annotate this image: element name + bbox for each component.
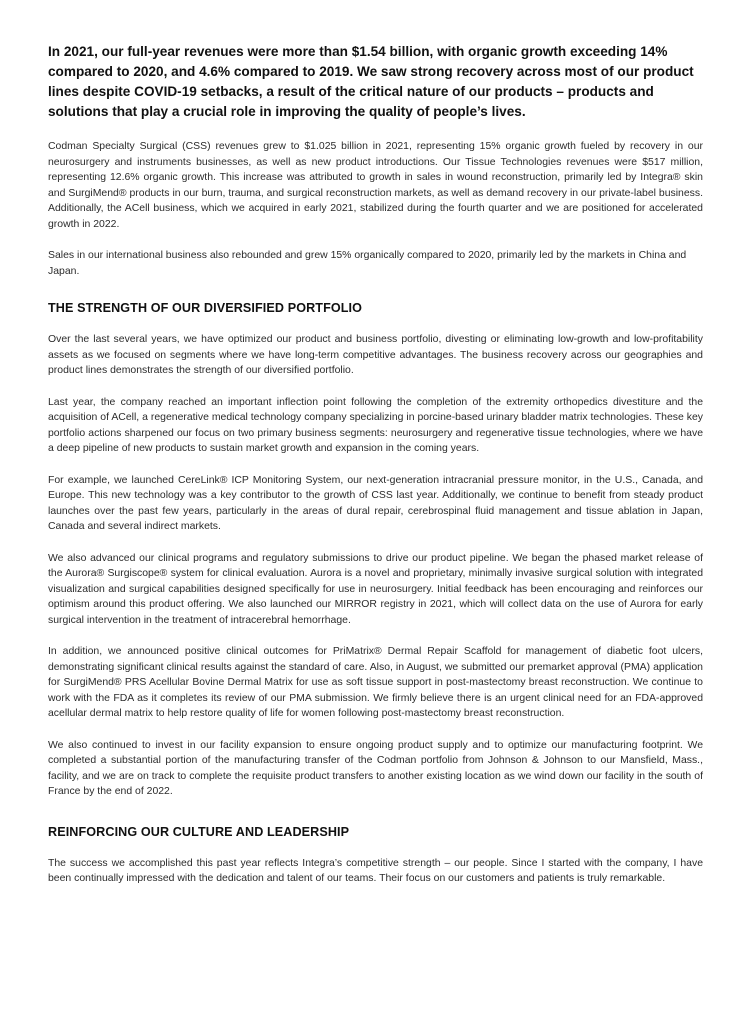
portfolio-paragraph-2: Last year, the company reached an important inflection point following the completion of the extremity orthopedics divestiture and the acquisition of ACell, a regenerative medical technology company specializing in porcine-based urinary bladder matrix technologies. These key portfolio actions sharpened our focus on two primary business segments: neurosurgery and regenerative tissue technologies, where we have a deep pipeline of new products to sustain market growth and expansion in the coming years.: [48, 396, 703, 454]
portfolio-paragraph-1: Over the last several years, we have optimized our product and business portfolio, divesting or eliminating low-growth and low-profitability assets as we focused on segments where we have long-term competitive advantages. The business recovery across our geographies and product lines demonstrates the strength of our diversified portfolio.: [48, 334, 703, 376]
international-paragraph: Sales in our international business also rebounded and grew 15% organically compared to 2020, primarily led by the markets in China and Japan.: [48, 250, 687, 277]
document-page: [48, 42, 703, 903]
portfolio-paragraph-3: For example, we launched CereLink® ICP Monitoring System, our next-generation intracranial pressure monitor, in the U.S., Canada, and Europe. This new technology was a key contributor to the growth of CSS last year. Additionally, we continue to benefit from steady product launches over the past few years, particularly in the areas of dural repair, cerebrospinal fluid management and tissue ablation in Japan, Canada and several indirect markets.: [48, 474, 703, 532]
portfolio-paragraph-5: In addition, we announced positive clinical outcomes for PriMatrix® Dermal Repair Scaffold for management of diabetic foot ulcers, demonstrating significant clinical results against the standard of care. Also, in August, we submitted our premarket approval (PMA) application for SurgiMend® PRS Acellular Bovine Dermal Matrix for use as soft tissue support in post-mastectomy breast reconstruction. We continue to work with the FDA as it completes its review of our PMA submission. We firmly believe there is an urgent clinical need for an FDA-approved acellular dermal matrix to help restore quality of life for women following post-mastectomy breast reconstruction.: [48, 646, 703, 719]
section-heading-culture: REINFORCING OUR CULTURE AND LEADERSHIP: [48, 824, 350, 839]
portfolio-paragraph-6: We also continued to invest in our facility expansion to ensure ongoing product supply and to optimize our manufacturing footprint. We completed a substantial portion of the manufacturing transfer of the Codman portfolio from Johnson & Johnson to our Mansfield, Mass., facility, and we are on track to complete the requisite product transfers to another existing location as we wind down our facility in the south of France by the end of 2022.: [48, 739, 703, 797]
css-revenue-paragraph: Codman Specialty Surgical (CSS) revenues grew to $1.025 billion in 2021, representing 15% organic growth fueled by recovery in our neurosurgery and instruments businesses, as well as new product introductions. Our Tissue Technologies revenues were $517 million, representing 12.6% organic growth. This increase was attributed to growth in sales in wound reconstruction, primarily led by Integra® skin and SurgiMend® products in our burn, trauma, and surgical reconstruction markets, as well as demand recovery in our private-label business. Additionally, the ACell business, which we acquired in early 2021, stabilized during the fourth quarter and we are positioned for accelerated growth in 2022.: [48, 141, 703, 230]
culture-paragraph-1: The success we accomplished this past year reflects Integra’s competitive strength – our people. Since I started with the company, I have been continually impressed with the dedication and talent of our teams. Their focus on our customers and patients is truly remarkable.: [48, 857, 703, 884]
portfolio-paragraph-4: We also advanced our clinical programs and regulatory submissions to drive our product pipeline. We began the phased market release of the Aurora® Surgiscope® system for clinical evaluation. Aurora is a novel and proprietary, minimally invasive surgical solution with integrated visualization and surgical capabilities designed specifically for use in neurosurgery. Initial feedback has been encouraging and reinforces our optimism around this product offering. We also launched our MIRROR registry in 2021, which will collect data on the use of Aurora for early surgical intervention in the treatment of intracerebral hemorrhage.: [48, 552, 703, 626]
section-heading-portfolio: THE STRENGTH OF OUR DIVERSIFIED PORTFOLIO: [48, 301, 363, 315]
lead-paragraph: In 2021, our full-year revenues were more than $1.54 billion, with organic growth exceeding 14% compared to 2020, and 4.6% compared to 2019. We saw strong recovery across most of our product lines despite COVID-19 setbacks, a result of the critical nature of our products – products and solutions that play a crucial role in improving the quality of people’s lives.: [48, 44, 694, 119]
